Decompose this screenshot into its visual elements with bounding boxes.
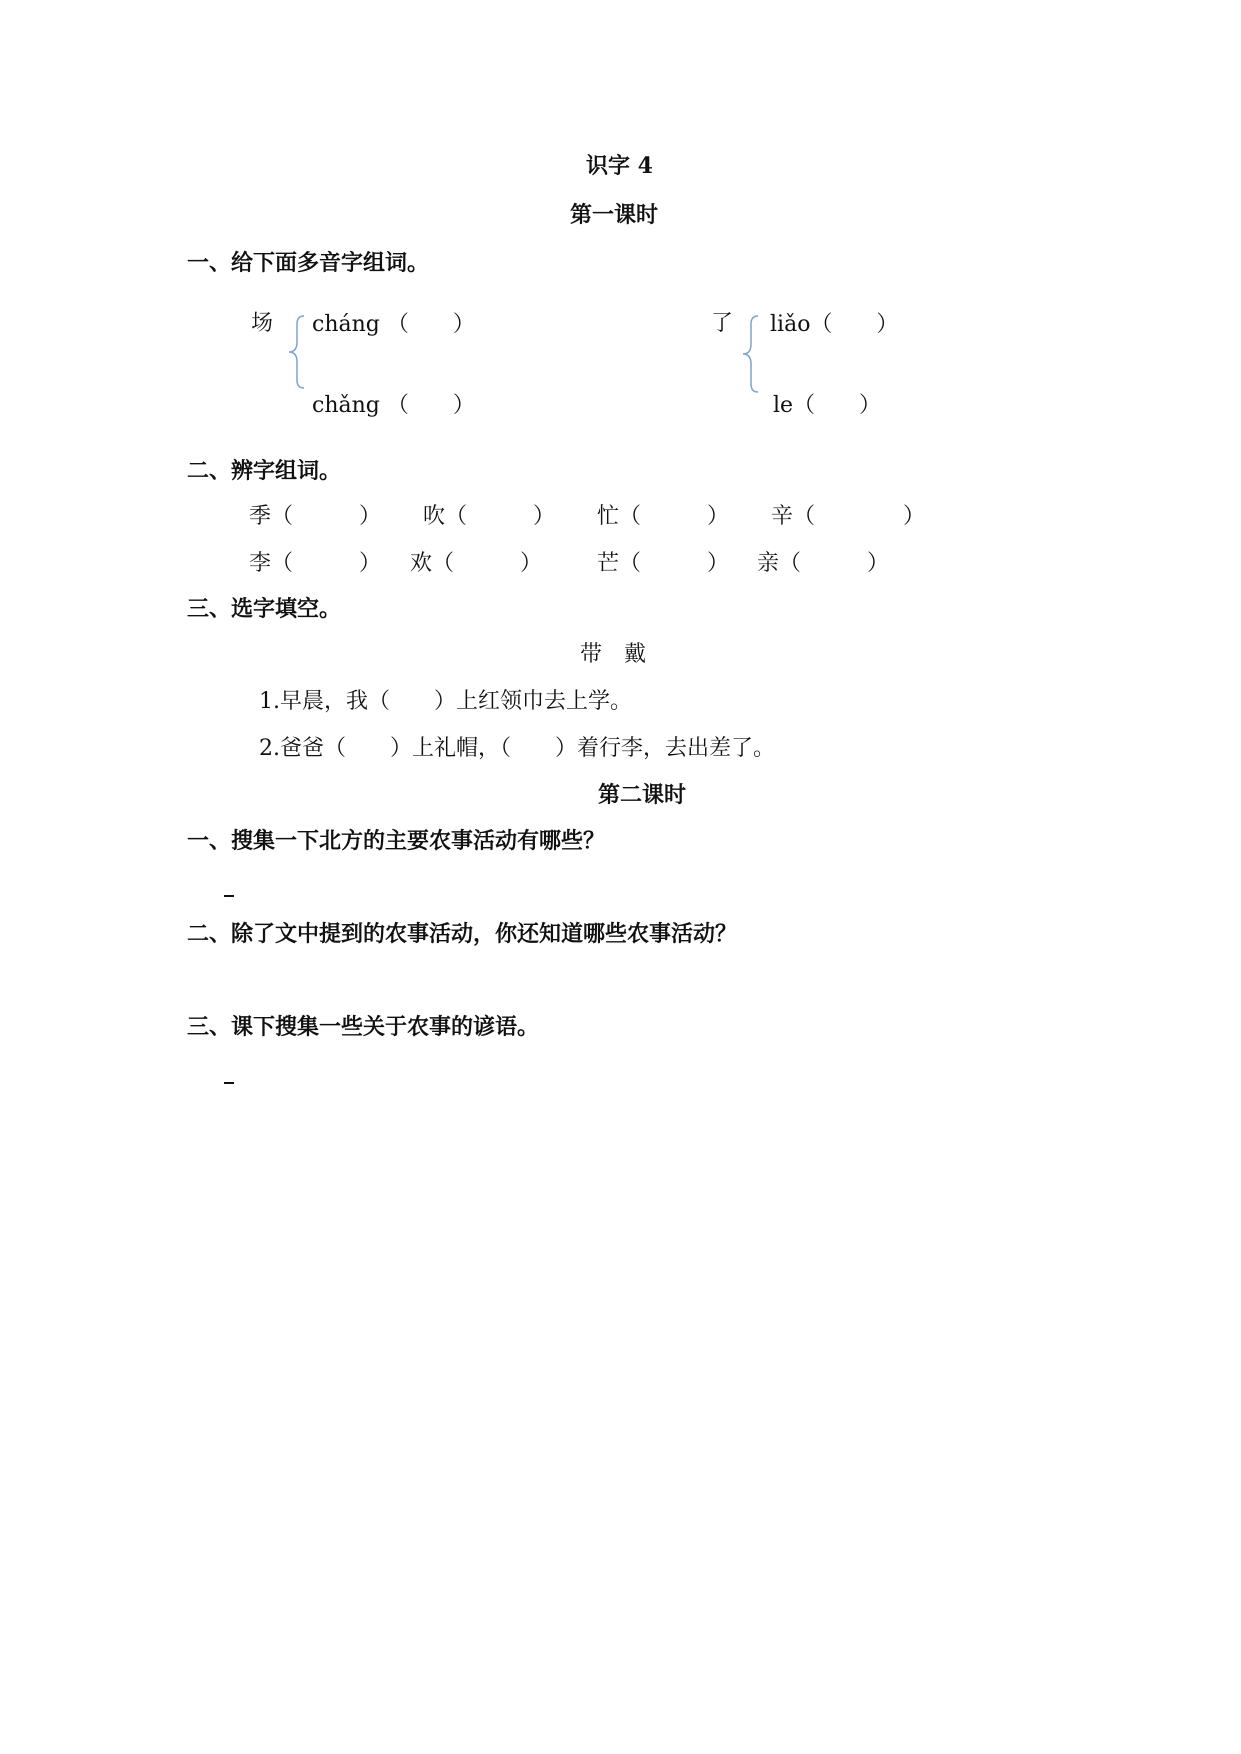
answer-line: [224, 1082, 234, 1084]
lesson1-title: 第一课时: [570, 202, 659, 228]
char-pair-item: 亲（ ）: [757, 551, 890, 576]
page-title: 识字 4: [586, 153, 653, 179]
pinyin-chang2-blank: cháng （ ）: [312, 312, 475, 337]
l2-q3-heading: 三、课下搜集一些关于农事的谚语。: [187, 1014, 540, 1040]
lesson2-title: 第二课时: [598, 782, 687, 808]
answer-line: [224, 895, 234, 897]
pinyin-liao-blank: liǎo（ ）: [770, 312, 899, 337]
fill-sentence-1: 1.早晨，我（ ）上红领巾去上学。: [259, 689, 632, 714]
l2-q2-heading: 二、除了文中提到的农事活动，你还知道哪些农事活动？: [187, 921, 738, 947]
fill-sentence-2: 2.爸爸（ ）上礼帽，（ ）着行李，去出差了。: [259, 736, 775, 761]
brace-icon: [286, 314, 308, 390]
brace-icon: [740, 314, 762, 394]
pinyin-le-blank: le（ ）: [773, 393, 882, 418]
char-pair-item: 吹（ ）: [423, 504, 556, 529]
l2-q1-heading: 一、搜集一下北方的主要农事活动有哪些？: [187, 828, 606, 854]
l1-q3-heading: 三、选字填空。: [187, 596, 342, 622]
l1-q1-heading: 一、给下面多音字组词。: [187, 250, 430, 276]
char-pair-item: 李（ ）: [249, 551, 382, 576]
polyphone-char-le: 了: [711, 311, 734, 336]
char-pair-item: 芒（ ）: [597, 551, 730, 576]
char-pair-item: 辛（ ）: [771, 504, 926, 529]
char-pair-item: 季（ ）: [249, 504, 382, 529]
char-pair-item: 忙（ ）: [597, 504, 730, 529]
pinyin-chang3-blank: chǎng （ ）: [312, 393, 475, 418]
char-pair-item: 欢（ ）: [410, 551, 543, 576]
l1-q2-heading: 二、辨字组词。: [187, 458, 342, 484]
word-options: 带 戴: [580, 642, 647, 667]
polyphone-char-chang: 场: [251, 311, 274, 336]
